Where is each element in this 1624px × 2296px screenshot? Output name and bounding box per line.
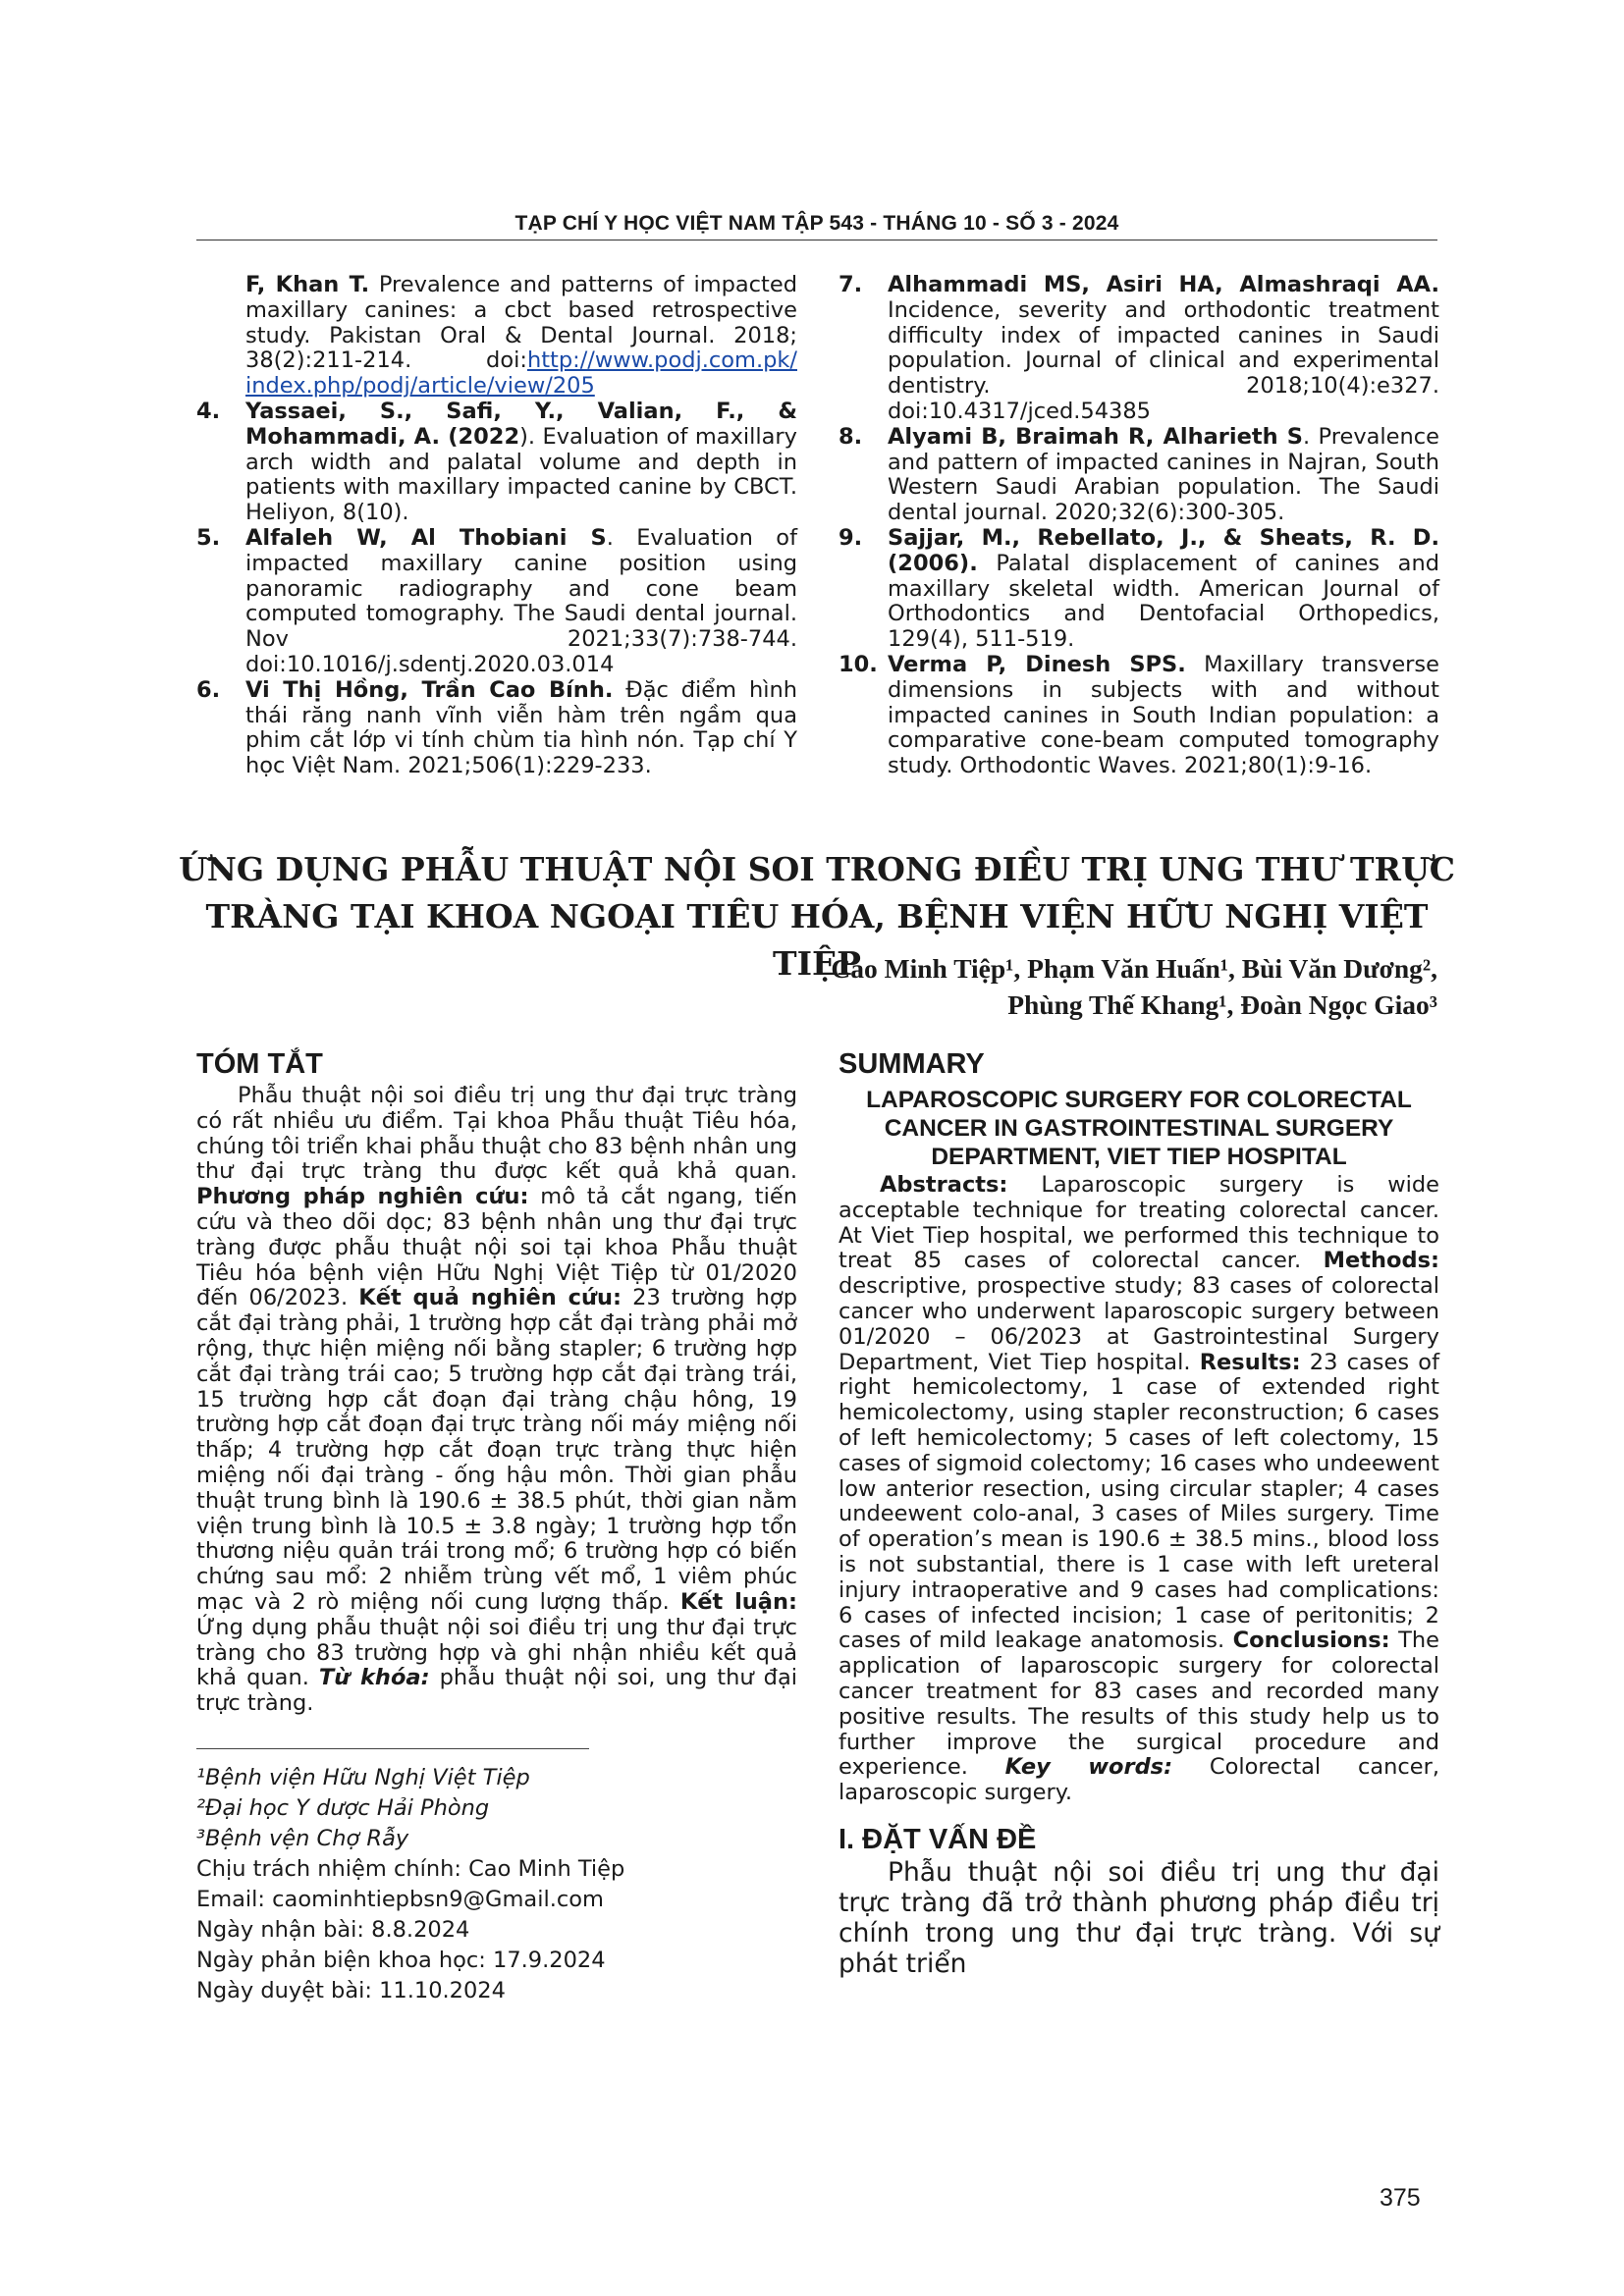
conclusions-label: Conclusions: [1232,1628,1390,1654]
date-accepted: Ngày duyệt bài: 11.10.2024 [196,1977,506,2003]
conclusion-label: Kết luận: [679,1588,797,1615]
reference-number: 4. [196,398,221,424]
abstract-intro: Phẫu thuật nội soi điều trị ung thư đại trực tràng có rất nhiều ưu điểm. Tại khoa Phẫu thuật Tiêu hóa, chúng tôi triển khai phẫu thuật cho 83 bệnh nhân ung thư đại trực tràng thu được kết quả khả quan. [196,1083,797,1185]
abstract-vietnamese-column [196,1046,797,2006]
key-words-text: Colorectal cancer, laparoscopic surgery. [839,1754,1439,1806]
summary-heading: SUMMARY [839,1048,985,1080]
reference-text: . Prevalence and pattern of impacted canines in Najran, South Western Saudi Arabian population. The Saudi dental journal. 2020;32(6):300-305. [888,423,1439,526]
reference-authors: Alhammadi MS, Asiri HA, Almashraqi AA. [888,272,1439,297]
running-header: TẠP CHÍ Y HỌC VIỆT NAM TẬP 543 - THÁNG 10 - SỐ 3 - 2024 [514,212,1119,235]
date-reviewed: Ngày phản biện khoa học: 17.9.2024 [196,1947,606,1973]
reference-6 [196,678,797,779]
reference-text: Incidence, severity and orthodontic treatment difficulty index of impacted canines in Saudi population. Journal of clinical and experimental dentistry. 2018;10(4):e327. doi:10.4317/jced.54385 [888,296,1439,424]
reference-authors: Sajjar, M., Rebellato, J., & Sheats, R. D. (2006). [888,524,1439,576]
conclusion-text: Ứng dụng phẫu thuật nội soi điều trị ung thư đại trực tràng cho 83 trường hợp và ghi nhận nhiều kết quả khả quan. [196,1614,797,1691]
key-words-label: Key words: [1004,1754,1173,1781]
reference-authors: Yassaei, S., Safi, Y., Valian, F., & Mohammadi, A. (2022 [245,398,797,450]
references-left-column [196,273,797,779]
reference-4 [196,400,797,526]
article-title-line-2: TRÀNG TẠI KHOA NGOẠI TIÊU HÓA, BỆNH VIỆN HỮU NGHỊ VIỆT TIỆP [205,897,1429,983]
reference-text: . Evaluation of impacted maxillary canine position using panoramic radiography and cone beam computed tomography. The Saudi dental journal. Nov 2021;33(7):738-744. doi:10.1016/j.sdentj.2020.03.014 [245,524,797,677]
methods-label: Phương pháp nghiên cứu: [196,1184,529,1210]
results-label: Kết quả nghiên cứu: [358,1285,622,1311]
affiliation-1: ¹Bệnh viện Hữu Nghị Việt Tiệp [196,1764,530,1790]
summary-english-column [839,1046,1439,1979]
introduction-heading: I. ĐẶT VẤN ĐỀ [839,1823,1037,1855]
article-title-line-1: ỨNG DỤNG PHẪU THUẬT NỘI SOI TRONG ĐIỀU TRỊ UNG THƯ TRỰC [178,850,1456,888]
reference-number: 5. [196,524,221,551]
methods-label: Methods: [1323,1248,1439,1274]
affiliation-2: ²Đại học Y dược Hải Phòng [196,1794,490,1821]
authors-line-2: Phùng Thế Khang¹, Đoàn Ngọc Giao³ [1007,989,1437,1020]
reference-text: Prevalence and patterns of impacted maxillary canines: a cbct based retrospective study. Pakistan Oral & Dental Journal. 2018; 38(2):211-214. doi: [245,272,797,374]
article-authors [831,950,1437,1023]
methods-text: mô tả cắt ngang, tiến cứu và theo dõi dọc; 83 bệnh nhân ung thư đại trực tràng được phẫu thuật nội soi tại khoa Phẫu thuật Tiêu hóa bệnh viện Hữu Nghị Việt Tiệp từ 01/2020 đến 06/2023. [196,1184,797,1311]
reference-9 [839,526,1439,653]
reference-7 [839,273,1439,425]
conclusions-text: The application of laparoscopic surgery for colorectal cancer treatment for 83 cases and recorded many positive results. The results of this study help us to further improve the surgical procedure and experience. [839,1628,1440,1781]
summary-english-text [839,1173,1439,1806]
reference-number: 8. [839,423,863,450]
reference-authors: Verma P, Dinesh SPS. [888,651,1186,677]
reference-text: Đặc điểm hình thái răng nanh vĩnh viễn hàm trên ngầm qua phim cắt lớp vi tính chùm tia hình nón. Tạp chí Y học Việt Nam. 2021;506(1):229-233. [245,676,797,779]
reference-number: 6. [196,676,221,703]
reference-authors: F, Khan T. [245,272,370,297]
reference-text: Palatal displacement of canines and maxillary skeletal width. American Journal of Orthodontics and Dentofacial Orthopedics, 129(4), 511-519. [888,550,1439,653]
introduction-text: Phẫu thuật nội soi điều trị ung thư đại trực tràng đã trở thành phương pháp điều trị chính trong ung thư đại trực tràng. Với sự phát triển [839,1856,1439,1979]
corresponding-author: Chịu trách nhiệm chính: Cao Minh Tiệp [196,1855,625,1882]
methods-text: descriptive, prospective study; 83 cases of colorectal cancer who underwent laparoscopic surgery between 01/2020 – 06/2023 at Gastrointestinal Surgery Department, Viet Tiep hospital. [839,1273,1439,1375]
affiliation-3: ³Bệnh vện Chợ Rẫy [196,1825,409,1851]
footnote-rule [196,1748,589,1749]
footnotes [196,1763,797,2006]
summary-title-line-1: LAPAROSCOPIC SURGERY FOR COLORECTAL [866,1087,1412,1113]
authors-line-1: Cao Minh Tiệp¹, Phạm Văn Huấn¹, Bùi Văn Dương², [831,953,1437,984]
date-received: Ngày nhận bài: 8.8.2024 [196,1916,470,1943]
reference-authors: Vi Thị Hồng, Trần Cao Bính. [245,676,614,703]
results-label: Results: [1199,1349,1301,1375]
reference-text: ). Evaluation of maxillary arch width and palatal volume and depth in patients with maxillary impacted canine by CBCT. Heliyon, 8(10). [245,423,797,526]
reference-5 [196,526,797,678]
corresponding-email: Email: caominhtiepbsn9@Gmail.com [196,1886,604,1912]
reference-8 [839,425,1439,526]
results-text: 23 trường hợp cắt đại tràng phải, 1 trường hợp cắt đại tràng phải mở rộng, thực hiện miệng nối bằng stapler; 6 trường hợp cắt đại tràng trái cao; 5 trường hợp cắt đại tràng trái, 15 trường hợp cắt đoạn đại tràng chậu hông, 19 trường hợp cắt đoạn đại trực tràng nối máy miệng nối thấp; 4 trường hợp cắt đoạn trực tràng thực hiện miệng nối đại tràng - ống hậu môn. Thời gian phẫu thuật trung bình là 190.6 ± 38.5 phút, thời gian nằm viện trung bình là 10.5 ± 3.8 ngày; 1 trường hợp tổn thương niệu quản trái trong mổ; 6 trường hợp có biến chứng sau mổ: 2 nhiễm trùng vết mổ, 1 viêm phúc mạc và 2 rò miệng nối cung lượng thấp. [196,1285,797,1615]
summary-title-line-2: CANCER IN GASTROINTESTINAL SURGERY [884,1115,1394,1142]
reference-number: 9. [839,524,863,551]
reference-3-continued [196,273,797,400]
references-right-column [839,273,1439,779]
summary-title-line-3: DEPARTMENT, VIET TIEP HOSPITAL [931,1144,1347,1170]
keywords-text: phẫu thuật nội soi, ung thư đại trực tràng. [196,1665,797,1717]
reference-10 [839,653,1439,779]
abstracts-label: Abstracts: [880,1172,1008,1198]
reference-number: 7. [839,272,863,297]
keywords-label: Từ khóa: [318,1665,430,1691]
page-number: 375 [1380,2184,1421,2212]
reference-authors: Alyami B, Braimah R, Alharieth S [888,423,1303,450]
reference-authors: Alfaleh W, Al Thobiani S [245,524,607,551]
reference-doi-link[interactable]: http://www.podj.com.pk/ index.php/podj/article/view/205 [245,347,797,400]
abstract-heading: TÓM TẮT [196,1048,323,1080]
reference-text: Maxillary transverse dimensions in subjects with and without impacted canines in South Indian population: a comparative cone-beam computed tomography study. Orthodontic Waves. 2021;80(1):9-16. [888,651,1439,779]
abstract-vietnamese-text [196,1084,797,1717]
reference-number: 10. [839,651,878,677]
results-text: 23 cases of right hemicolectomy, 1 case of extended right hemicolectomy, using stapler reconstruction; 6 cases of left hemicolectomy; 5 cases of left colectomy, 15 cases of sigmoid colectomy; 16 cases who undeewent low anterior resection, using circular stapler; 4 cases undeewent colo-anal, 3 cases of Miles surgery. Time of operation’s mean is 190.6 ± 38.5 mins., blood loss is not substantial, there is 1 case with left ureteral injury intraoperative and 9 cases had complications: 6 cases of infected incision; 1 case of peritonitis; 2 cases of mild leakage anatomosis. [839,1349,1439,1654]
abstracts-text: Laparoscopic surgery is wide acceptable technique for treating colorectal cancer. At Viet Tiep hospital, we performed this technique to treat 85 cases of colorectal cancer. [839,1172,1439,1274]
summary-title [839,1086,1439,1171]
